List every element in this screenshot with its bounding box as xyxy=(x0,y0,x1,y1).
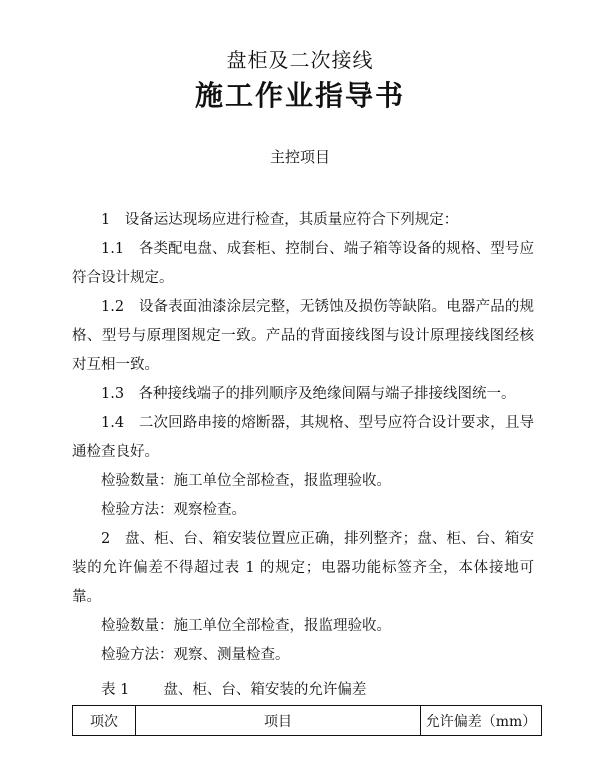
header-allowed-deviation: 允许偏差（mm） xyxy=(421,706,542,736)
table-caption-label: 表 1 xyxy=(101,682,130,698)
document-body xyxy=(72,206,534,670)
inspection-quantity-1: 检验数量：施工单位全部检查，报监理验收。 xyxy=(101,473,391,489)
document-subtitle: 盘柜及二次接线 xyxy=(226,48,374,72)
paragraph-1-3: 1.3 各种接线端子的排列顺序及绝缘间隔与端子排接线图统一。 xyxy=(101,386,516,402)
paragraph-1-2: 1.2 设备表面油漆涂层完整，无锈蚀及损伤等缺陷。电器产品的规格、型号与原理图规定一致。产品的背面接线图与设计原理接线图经核对互相一致。 xyxy=(72,299,534,373)
section-title: 主控项目 xyxy=(269,148,330,166)
table-header-row xyxy=(73,706,542,736)
table-caption-title: 盘、柜、台、箱安装的允许偏差 xyxy=(163,682,367,698)
inspection-method-2: 检验方法：观察、测量检查。 xyxy=(101,647,290,663)
inspection-quantity-2: 检验数量：施工单位全部检查，报监理验收。 xyxy=(101,618,391,634)
paragraph-1-4: 1.4 二次回路串接的熔断器，其规格、型号应符合设计要求，且导通检查良好。 xyxy=(72,415,534,460)
inspection-method-1: 检验方法：观察检查。 xyxy=(101,502,246,518)
paragraph-1-1: 1.1 各类配电盘、成套柜、控制台、端子箱等设备的规格、型号应符合设计规定。 xyxy=(72,241,534,286)
paragraph-2: 2 盘、柜、台、箱安装位置应正确，排列整齐；盘、柜、台、箱安装的允许偏差不得超过表 1 的规定；电器功能标签齐全，本体接地可靠。 xyxy=(72,531,534,605)
deviation-table xyxy=(72,705,542,736)
table-caption xyxy=(101,678,366,699)
header-item-number: 项次 xyxy=(73,706,136,736)
header-item: 项目 xyxy=(136,706,421,736)
document-title: 施工作业指导书 xyxy=(194,79,405,112)
paragraph-1: 1 设备运达现场应进行检查，其质量应符合下列规定： xyxy=(101,212,459,228)
